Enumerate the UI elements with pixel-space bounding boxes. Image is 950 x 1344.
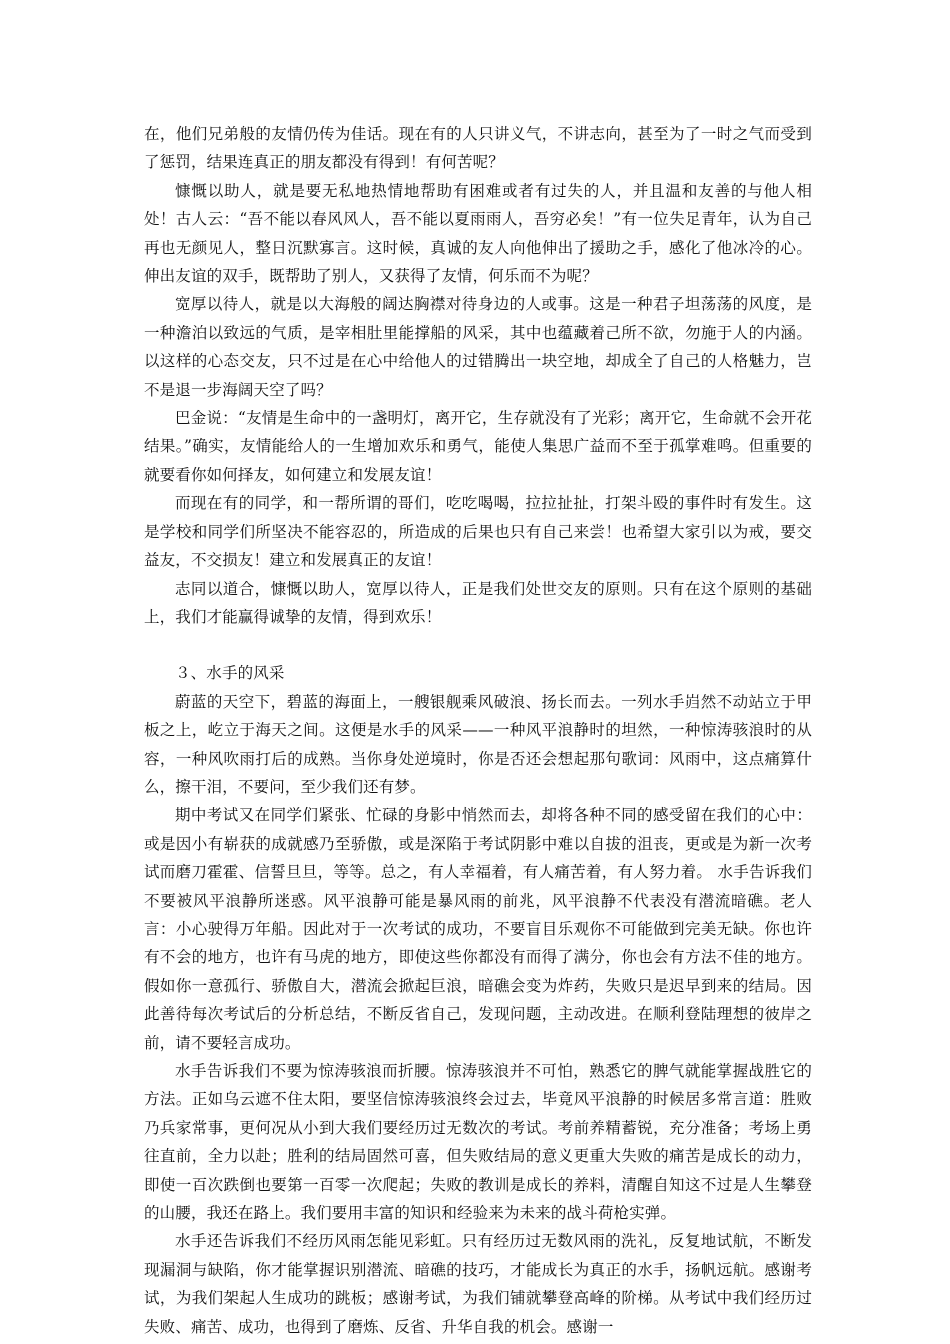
paragraph-tolerance: 宽厚以待人，就是以大海般的阔达胸襟对待身边的人或事。这是一种君子坦荡荡的风度，是一种澹泊以致远的气质，是宰相肚里能撑船的风采，其中也蕴藏着己所不欲，勿施于人的内涵。以这样的心态交友，只不过是在心中给他人的过错腾出一块空地，却成全了自己的人格魅力，岂不是退一步海阔天空了吗？ xyxy=(144,295,812,399)
paragraph-continuation: 在，他们兄弟般的友情仍传为佳话。现在有的人只讲义气，不讲志向，甚至为了一时之气而受到了惩罚，结果连真正的朋友都没有得到！有何苦呢？ xyxy=(144,125,812,172)
paragraph-rainbow: 水手还告诉我们不经历风雨怎能见彩虹。只有经历过无数风雨的洗礼，反复地试航，不断发现漏洞与缺陷，你才能掌握识别潜流、暗礁的技巧，才能成长为真正的水手，扬帆远航。感谢考试，为我们架起人生成功的跳板；感谢考试，为我们铺就攀登高峰的阶梯。从考试中我们经历过失败、痛苦、成功，也得到了磨炼、反省、升华自我的机会。感谢一 xyxy=(144,1232,812,1336)
paragraph-conclusion: 志同以道合，慷慨以助人，宽厚以待人，正是我们处世交友的原则。只有在这个原则的基础上，我们才能赢得诚挚的友情，得到欢乐！ xyxy=(144,579,812,626)
paragraph-sailor-intro: 蔚蓝的天空下，碧蓝的海面上，一艘银舰乘风破浪、扬长而去。一列水手岿然不动站立于甲板之上，屹立于海天之间。这便是水手的风采——一种风平浪静时的坦然，一种惊涛骇浪时的从容，一种风吹雨打后的成熟。当你身处逆境时，你是否还会想起那句歌词：风雨中，这点痛算什么，擦干泪，不要问，至少我们还有梦。 xyxy=(144,692,812,796)
section-heading: ３、水手的风采 xyxy=(175,664,285,683)
paragraph-bajin-quote: 巴金说：“友情是生命中的一盏明灯，离开它，生存就没有了光彩；离开它，生命就不会开花结果。”确实，友情能给人的一生增加欢乐和勇气，能使人集思广益而不至于孤掌难鸣。但重要的就要看你如何择友，如何建立和发展友谊！ xyxy=(144,409,812,484)
paragraph-storm: 水手告诉我们不要为惊涛骇浪而折腰。惊涛骇浪并不可怕，熟悉它的脾气就能掌握战胜它的方法。正如乌云遮不住太阳，要坚信惊涛骇浪终会过去，毕竟风平浪静的时候居多常言道：胜败乃兵家常事，更何况从小到大我们要经历过无数次的考试。考前养精蓄锐，充分准备；考场上勇往直前，全力以赴；胜利的结局固然可喜，但失败结局的意义更重大失败的痛苦是成长的动力，即使一百次跌倒也要第一百零一次爬起；失败的教训是成长的养料，清醒自知这不过是人生攀登的山腰，我还在路上。我们要用丰富的知识和经验来为未来的战斗荷枪实弹。 xyxy=(144,1062,812,1223)
paragraph-warning: 而现在有的同学，和一帮所谓的哥们，吃吃喝喝，拉拉扯扯，打架斗殴的事件时有发生。这是学校和同学们所坚决不能容忍的，所造成的后果也只有自己来尝！也希望大家引以为戒，要交益友，不交损友！建立和发展真正的友谊！ xyxy=(144,494,812,570)
document-body xyxy=(144,120,812,1341)
paragraph-generous-help: 慷慨以助人，就是要无私地热情地帮助有困难或者有过失的人，并且温和友善的与他人相处！古人云：“吾不能以春风风人，吾不能以夏雨雨人，吾穷必矣！”有一位失足青年，认为自己再也无颜见人，整日沉默寡言。这时候，真诚的友人向他伸出了援助之手，感化了他冰冷的心。伸出友谊的双手，既帮助了别人，又获得了友情，何乐而不为呢？ xyxy=(144,181,812,286)
paragraph-midterm: 期中考试又在同学们紧张、忙碌的身影中悄然而去，却将各种不同的感受留在我们的心中：或是因小有崭获的成就感乃至骄傲，或是深陷于考试阴影中难以自拔的沮丧，更或是为新一次考试而磨刀霍霍、信誓旦旦，等等。总之，有人幸福着，有人痛苦着，有人努力着。 水手告诉我们不要被风平浪静所迷惑。风平浪静可能是暴风雨的前兆，风平浪静不代表没有潜流暗礁。老人言：小心驶得万年船。因此对于一次考试的成功，不要盲目乐观你不可能做到完美无缺。你也许有不会的地方，也许有马虎的地方，即使这些你都没有而得了满分，你也会有方法不佳的地方。假如你一意孤行、骄傲自大，潜流会掀起巨浪，暗礁会变为炸药，失败只是迟早到来的结局。因此善待每次考试后的分析总结，不断反省自己，发现问题，主动改进。在顺利登陆理想的彼岸之前，请不要轻言成功。 xyxy=(144,806,812,1052)
